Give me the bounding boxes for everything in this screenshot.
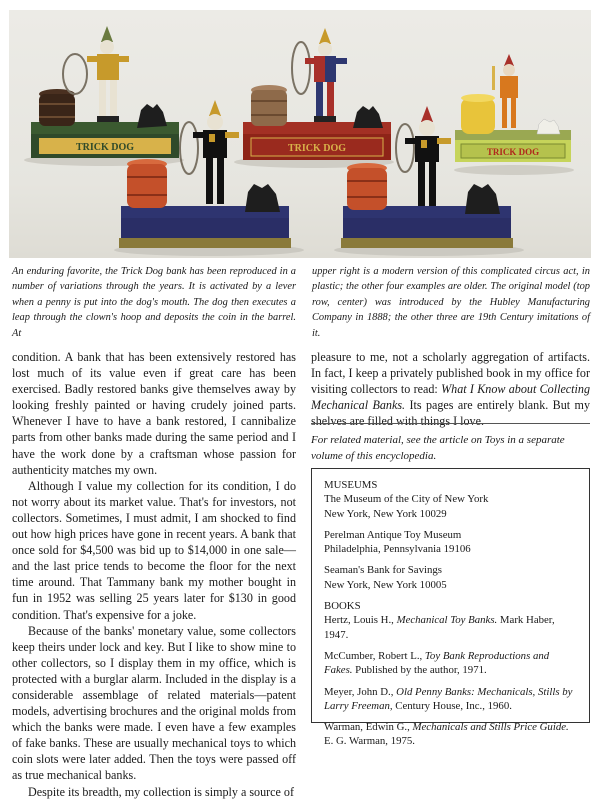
book-entry [324,649,579,678]
books-section [324,599,579,642]
body-text: Its pages are entirely blank. But my shelves are filled with things I love. [311,398,590,429]
museum-name: The Museum of the City of New York [324,493,489,506]
book-author: Warman, Edwin G., [324,721,413,734]
bank-red-top-center [243,28,391,160]
book-title: What I Know about Collecting Mechanical Banks. [311,382,590,413]
body-paragraph: Despite its breadth, my collection is simply a source of [28,784,295,799]
book-title: Mechanicals and Stills Price Guide. [412,721,569,734]
section-divider [311,423,590,424]
bank-label: TRICK DOG [287,143,347,154]
book-author: McCumber, Robert L., [324,649,425,662]
caption-text: An enduring favorite, the Trick Dog bank has been reproduced in a number of variations through the years. It is activated by a lever when a penny is put into the dog's mouth. The dog then executes a leap through the clown's hoop and deposits the coin in the barrel. At [12,266,296,339]
photo-caption-right [312,264,590,341]
museum-address: Philadelphia, Pennsylvania 19106 [324,543,471,556]
bank-plastic-top-right [455,54,571,162]
museum-entry [324,563,579,592]
book-author: Hertz, Louis H., [324,614,397,627]
bank-green-top-left [31,26,179,158]
museum-name: Seaman's Bank for Savings [324,564,442,577]
body-paragraph: Although I value my collection for its condition, I do not worry about its market value. That's for investors, not collectors. Sometimes, I must admit, I am shocked to find out how high prices have gone in recent years. A bank that once sold for $4,500 was bid up to $14,000 in one sale—and the last price tends to become the floor for the next time around. That Tammany bank my mother bought in fun in 1952 was selling 25 years later for $130 in good condition. That's expensive for a joke. [12,478,296,622]
museum-address: New York, New York 10005 [324,578,447,591]
book-author: Meyer, John D., [324,685,397,698]
book-title: Toy Bank Reproductions and Fakes. [324,649,550,677]
museum-entry [324,528,579,557]
book-title: Mechanical Toy Banks. [396,614,498,627]
resources-box [311,468,590,748]
book-entry [324,720,579,749]
book-publisher: Century House, Inc., 1960. [392,699,512,712]
trick-dog-banks-illustration [9,10,591,258]
bank-label: TRICK DOG [75,142,135,153]
book-title: Old Penny Banks: Mechanicals, Stills by Larry Freeman, [324,685,573,712]
body-text: pleasure to me, not a scholarly aggregation of artifacts. In fact, I keep a privately published book in my office for visiting collectors to read: [311,350,590,397]
museum-name: Perelman Antique Toy Museum [324,528,462,541]
trick-dog-bank-photo [9,10,591,258]
museums-section [324,478,579,521]
section-heading: MUSEUMS [324,479,378,491]
body-paragraph: condition. A bank that has been extensively restored has lost much of its value even if great care has been exercised. Badly restored banks give themselves away by looking freshly painted or having crudely joined parts. Whenever I have to have a bank restored, I cannibalize parts from other banks made during the same period and I have the work done by a craftsman whose passion for authenticity matches my own. [12,350,296,477]
book-publisher: Published by the author, 1971. [352,664,487,677]
body-column-right [311,349,590,429]
body-column-left [12,349,296,800]
book-publisher: Mark Haber, 1947. [324,614,555,641]
body-paragraph: Because of the banks' monetary value, some collectors keep theirs under lock and key. But I like to show mine to other collectors, so I display them in my office, which is protected with a burglar alarm. Included in the display is a considerable assemblage of related materials—patent models, advertising brochures and the original molds from which the banks were made. I even have a few examples of fake banks. These are usually mechanical toys to which coin slots were later added. Then the toys were passed off as true mechanical banks. [12,623,296,783]
book-publisher: E. G. Warman, 1975. [324,735,415,748]
related-material-note: For related material, see the article on Toys in a separate volume of this encyclopedia. [311,434,565,462]
bank-label: TRICK DOG [486,147,540,157]
body-paragraph [311,349,590,429]
section-heading: BOOKS [324,600,361,613]
photo-caption-left [12,264,296,341]
museum-address: New York, New York 10029 [324,507,447,520]
book-entry [324,685,579,714]
caption-text: upper right is a modern version of this complicated circus act, in plastic; the other four examples are older. The original model (top row, center) was introduced by the Hubley Manufacturing Company in 1888; the other three are 19th Century imitations of it. [312,266,590,339]
